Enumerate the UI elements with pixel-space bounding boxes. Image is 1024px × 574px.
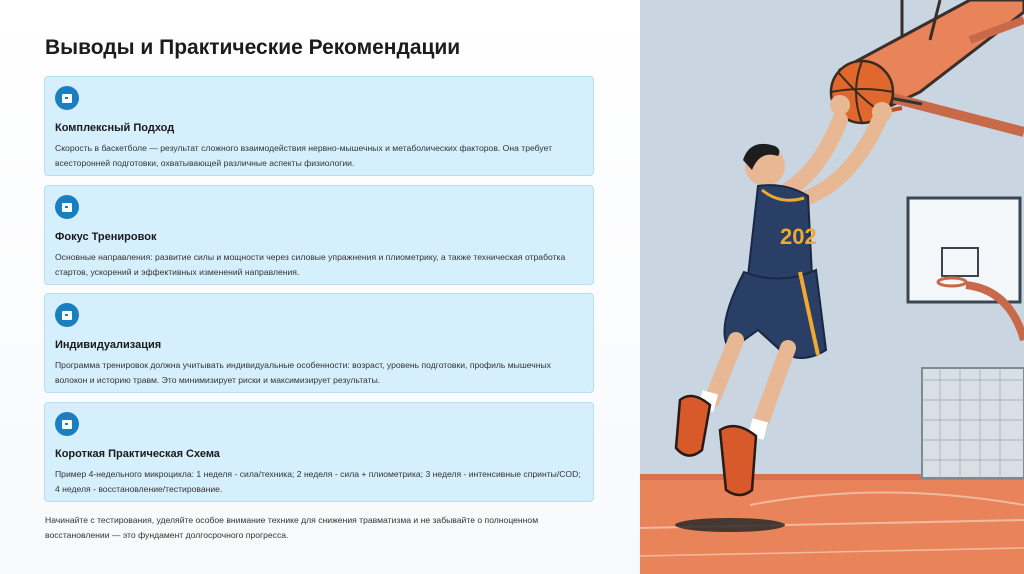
card-heading: Индивидуализация [55, 339, 162, 351]
card-practical-scheme [44, 402, 594, 502]
card-individualization [44, 293, 594, 393]
player-dunk-illustration [640, 0, 1024, 574]
document-icon [55, 412, 79, 436]
card-text: Пример 4-недельного микроцикла: 1 неделя - сила/техника; 2 неделя - сила + плиометрика; 3 неделя - интенсивные спринты/COD; 4 неделя - восстановление/тестирование. [55, 469, 581, 494]
document-icon [55, 303, 79, 327]
card-heading: Фокус Тренировок [55, 231, 157, 243]
page-title: Выводы и Практические Рекомендации [45, 36, 461, 59]
card-text: Основные направления: развитие силы и мощности через силовые упражнения и плиометрику, а также техническая отработка стартов, ускорений и эффективных изменений направления. [55, 252, 566, 277]
card-text: Программа тренировок должна учитывать индивидуальные особенности: возраст, уровень подготовки, профиль мышечных волокон и историю травм. Это минимизирует риски и максимизирует результаты. [55, 360, 551, 385]
footer-note: Начинайте с тестирования, уделяйте особое внимание технике для снижения травматизма и не забывайте о полноценном восстановлении — это фундамент долгосрочного прогресса. [45, 515, 539, 540]
card-heading: Комплексный Подход [55, 122, 175, 134]
basketball-illustration [640, 0, 1024, 574]
jersey-number: 202 [780, 224, 817, 249]
card-heading: Короткая Практическая Схема [55, 448, 220, 460]
card-text: Скорость в баскетболе — результат сложного взаимодействия нервно-мышечных и метаболических факторов. Она требует всесторонней подготовки, охватывающей различные аспекты физиологии. [55, 143, 553, 168]
document-icon [55, 86, 79, 110]
card-training-focus [44, 185, 594, 285]
card-complex-approach [44, 76, 594, 176]
document-icon [55, 195, 79, 219]
